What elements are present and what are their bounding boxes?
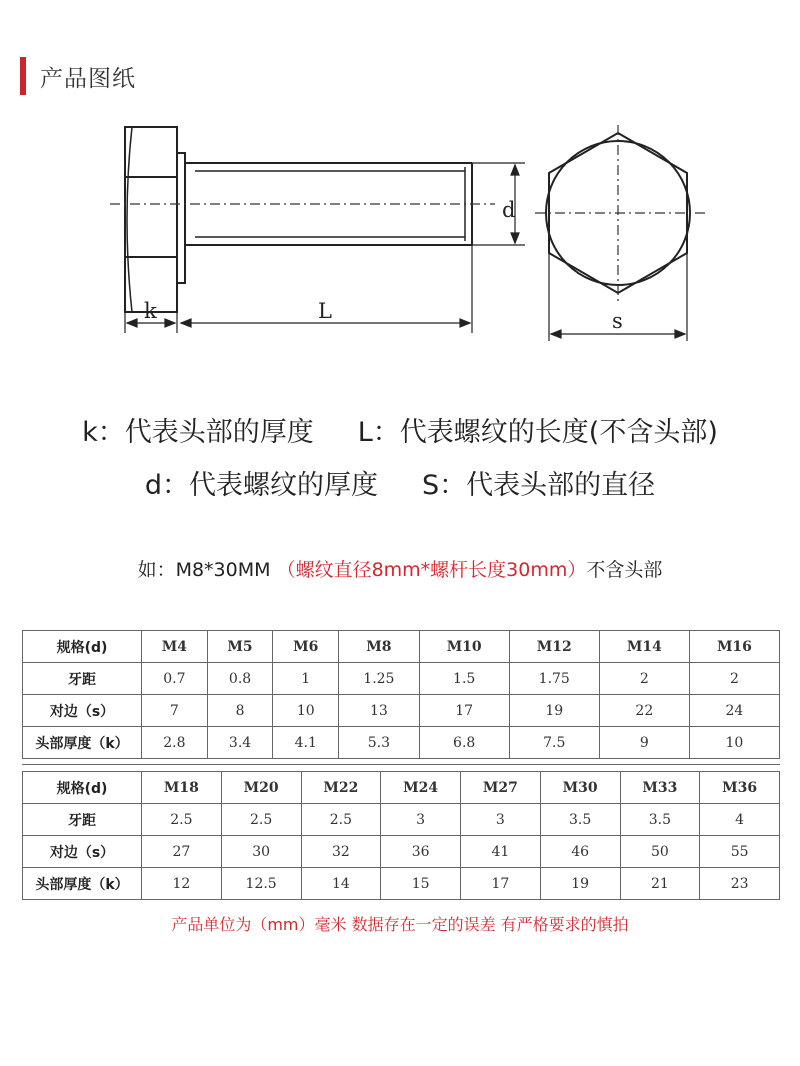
table-cell: 1.25 [339, 663, 420, 695]
table-cell: 7.5 [509, 727, 599, 759]
table-cell: 55 [700, 836, 780, 868]
table-cell: 2.8 [142, 727, 208, 759]
definition-line-1 [0, 410, 800, 449]
row-label: 规格(d) [23, 631, 142, 663]
dim-d-label: d [502, 198, 516, 222]
table-cell: 5.3 [339, 727, 420, 759]
table-cell: M33 [620, 772, 700, 804]
row-label: 对边（s） [23, 836, 142, 868]
table-cell: M30 [540, 772, 620, 804]
row-label: 对边（s） [23, 695, 142, 727]
example-line [0, 555, 800, 582]
table-row [23, 663, 780, 695]
table-cell: 12 [142, 868, 222, 900]
table-cell: 12.5 [221, 868, 301, 900]
table-row [23, 695, 780, 727]
definition-S: S：代表头部的直径 [422, 470, 656, 501]
table-cell: 15 [381, 868, 461, 900]
table-cell: 4 [700, 804, 780, 836]
table-cell: 10 [689, 727, 779, 759]
definition-k: k：代表头部的厚度 [82, 417, 314, 448]
table-cell: 30 [221, 836, 301, 868]
definition-L: L：代表螺纹的长度(不含头部) [357, 417, 718, 448]
table-cell: 10 [273, 695, 339, 727]
example-suffix: 不含头部 [586, 559, 663, 581]
dim-L-label: L [318, 299, 332, 323]
definition-d: d：代表螺纹的厚度 [144, 470, 378, 501]
table-cell: 3.4 [207, 727, 273, 759]
table-cell: M20 [221, 772, 301, 804]
row-label: 头部厚度（k） [23, 727, 142, 759]
table-row [23, 631, 780, 663]
table-cell: 9 [599, 727, 689, 759]
table-cell: 3.5 [540, 804, 620, 836]
table-cell: 3.5 [620, 804, 700, 836]
table-cell: 8 [207, 695, 273, 727]
example-prefix: 如：M8*30MM [137, 559, 271, 581]
table-cell: 13 [339, 695, 420, 727]
table-cell: 0.7 [142, 663, 208, 695]
table-cell: 6.8 [419, 727, 509, 759]
table-cell: 2.5 [221, 804, 301, 836]
table-cell: 0.8 [207, 663, 273, 695]
table-cell: 2 [689, 663, 779, 695]
spec-table-2 [22, 771, 780, 900]
footnote: 产品单位为（mm）毫米 数据存在一定的误差 有严格要求的慎拍 [171, 915, 629, 934]
table-cell: M10 [419, 631, 509, 663]
row-label: 牙距 [23, 663, 142, 695]
table-cell: M8 [339, 631, 420, 663]
table-cell: M16 [689, 631, 779, 663]
row-label: 头部厚度（k） [23, 868, 142, 900]
table-cell: 27 [142, 836, 222, 868]
dim-s-label: s [612, 309, 623, 333]
table-cell: M18 [142, 772, 222, 804]
definition-line-2 [0, 463, 800, 502]
table-cell: 17 [419, 695, 509, 727]
table-cell: 23 [700, 868, 780, 900]
head-chamfer-left [127, 127, 132, 312]
table-cell: M4 [142, 631, 208, 663]
table-cell: M24 [381, 772, 461, 804]
table-cell: 46 [540, 836, 620, 868]
table-row [23, 727, 780, 759]
table-cell: M14 [599, 631, 689, 663]
table-cell: 2 [599, 663, 689, 695]
table-cell: 1.75 [509, 663, 599, 695]
table-row [23, 804, 780, 836]
table-cell: 1.5 [419, 663, 509, 695]
table-cell: 32 [301, 836, 381, 868]
table-cell: M22 [301, 772, 381, 804]
table-cell: 3 [381, 804, 461, 836]
table-cell: 14 [301, 868, 381, 900]
spec-table-1 [22, 630, 780, 759]
table-cell: 17 [461, 868, 541, 900]
table-cell: 3 [461, 804, 541, 836]
dim-k-label: k [144, 299, 157, 323]
table-separator [22, 764, 780, 765]
bolt-head [125, 127, 177, 312]
table-cell: 41 [461, 836, 541, 868]
table-cell: 1 [273, 663, 339, 695]
table-cell: 2.5 [301, 804, 381, 836]
table-cell: 24 [689, 695, 779, 727]
table-cell: 4.1 [273, 727, 339, 759]
row-label: 规格(d) [23, 772, 142, 804]
table-row [23, 836, 780, 868]
table-row [23, 772, 780, 804]
row-label: 牙距 [23, 804, 142, 836]
table-cell: 19 [509, 695, 599, 727]
table-cell: M6 [273, 631, 339, 663]
table-cell: M12 [509, 631, 599, 663]
table-cell: 21 [620, 868, 700, 900]
table-cell: M27 [461, 772, 541, 804]
table-cell: 50 [620, 836, 700, 868]
table-cell: M36 [700, 772, 780, 804]
table-row [23, 868, 780, 900]
table-cell: 36 [381, 836, 461, 868]
table-cell: M5 [207, 631, 273, 663]
washer-face [177, 153, 185, 283]
section-title: 产品图纸 [40, 65, 136, 92]
table-cell: 2.5 [142, 804, 222, 836]
table-cell: 7 [142, 695, 208, 727]
table-cell: 22 [599, 695, 689, 727]
bolt-drawing [0, 105, 800, 350]
table-cell: 19 [540, 868, 620, 900]
accent-bar [20, 57, 26, 95]
section-header [20, 55, 136, 97]
example-highlight: （螺纹直径8mm*螺杆长度30mm） [276, 559, 587, 581]
